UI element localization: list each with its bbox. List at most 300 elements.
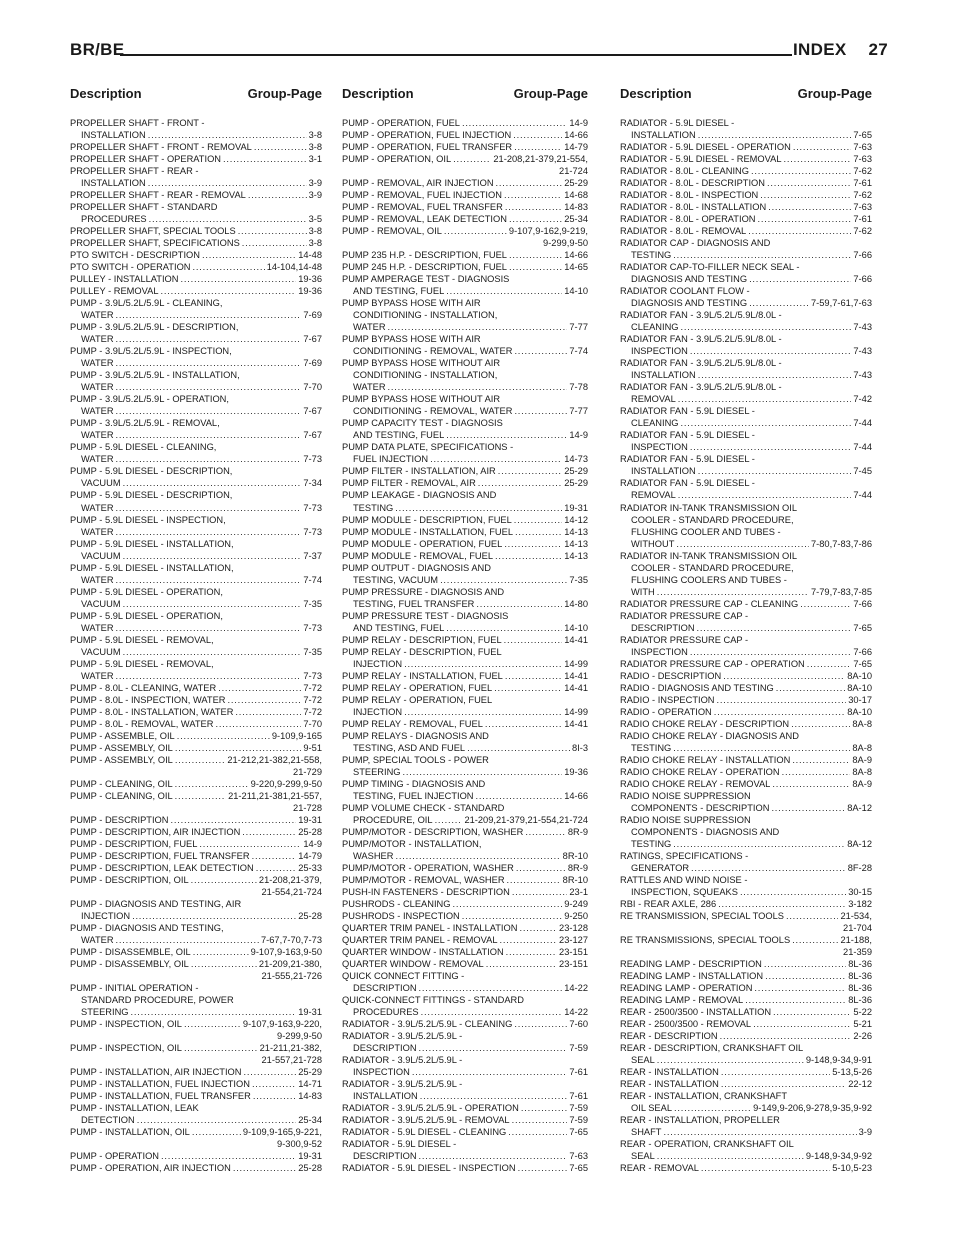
entry-line bbox=[342, 826, 588, 838]
entry-text: FLUSHING COOLERS AND TUBES - bbox=[631, 574, 787, 585]
dot-leader bbox=[518, 1162, 568, 1174]
heading-group-page: Group-Page bbox=[247, 86, 322, 101]
entry-text: INSPECTION bbox=[631, 346, 688, 357]
entry-line bbox=[70, 538, 322, 550]
entry-line bbox=[342, 249, 588, 261]
entry-line bbox=[70, 850, 322, 862]
dot-leader bbox=[772, 778, 850, 790]
entry-text: WATER bbox=[81, 526, 114, 537]
entry-text: PUMP - 8.0L - INSTALLATION, WATER bbox=[70, 706, 234, 717]
entry-text: COOLER - STANDARD PROCEDURE, bbox=[631, 514, 794, 525]
entry-line bbox=[620, 1030, 872, 1042]
entry-text: READING LAMP - DESCRIPTION bbox=[620, 959, 762, 970]
entry-line bbox=[70, 862, 322, 874]
index-entry bbox=[342, 718, 588, 730]
entry-text: DIAGNOSIS AND TESTING bbox=[631, 298, 748, 309]
entry-line bbox=[620, 429, 872, 441]
entry-page-ref: 9-107,9-163,9-220, bbox=[242, 1019, 322, 1030]
entry-line bbox=[620, 1090, 872, 1102]
entry-line bbox=[70, 177, 322, 189]
entry-text: RADIATOR - 8.0L - REMOVAL bbox=[620, 226, 747, 237]
entry-line bbox=[620, 574, 872, 586]
entry-text: PUMP DATA PLATE, SPECIFICATIONS - bbox=[342, 442, 514, 453]
entry-line bbox=[342, 754, 588, 766]
dot-leader bbox=[244, 1066, 297, 1078]
index-entry bbox=[342, 646, 588, 670]
entry-page-ref: 7-59,7-61,7-63 bbox=[811, 298, 872, 309]
index-entry bbox=[70, 946, 322, 958]
dot-leader bbox=[452, 898, 562, 910]
entry-page-ref-continued: 21-555,21-726 bbox=[261, 971, 322, 982]
entry-text: RADIATOR FAN - 5.9L DIESEL - bbox=[620, 478, 755, 489]
entry-text: RADIATOR CAP - DIAGNOSIS AND bbox=[620, 238, 771, 249]
entry-text: SEAL bbox=[631, 1151, 655, 1162]
index-entry bbox=[70, 754, 322, 778]
entry-text: PUMP MODULE - REMOVAL, FUEL bbox=[342, 550, 494, 561]
entry-line bbox=[342, 778, 588, 790]
entry-page-ref-continued: 21-728 bbox=[293, 802, 322, 813]
entry-line bbox=[620, 249, 872, 261]
dot-leader bbox=[657, 586, 809, 598]
dot-leader bbox=[419, 1042, 568, 1054]
entry-text: REAR - DESCRIPTION bbox=[620, 1031, 718, 1042]
dot-leader bbox=[505, 670, 562, 682]
entry-text: PUMP - 5.9L DIESEL - OPERATION, bbox=[70, 586, 223, 597]
entry-page-ref: 8R-10 bbox=[562, 850, 588, 861]
index-entry bbox=[342, 1030, 588, 1054]
dot-leader bbox=[476, 790, 563, 802]
entry-text: PUMP BYPASS HOSE WITH AIR bbox=[342, 298, 481, 309]
index-entry bbox=[620, 453, 872, 477]
entry-text: CLEANING bbox=[631, 322, 679, 333]
dot-leader bbox=[116, 670, 302, 682]
entry-text: DESCRIPTION bbox=[353, 983, 417, 994]
index-entry bbox=[620, 117, 872, 141]
entry-page-ref: 25-33 bbox=[298, 862, 322, 873]
entry-line bbox=[342, 538, 588, 550]
entry-text: PUMP - INSTALLATION, FUEL INJECTION bbox=[70, 1079, 250, 1090]
entry-text: WATER bbox=[81, 406, 114, 417]
entry-line bbox=[620, 153, 872, 165]
entry-text: WATER bbox=[81, 502, 114, 513]
index-entry bbox=[620, 1090, 872, 1114]
entry-line bbox=[620, 670, 872, 682]
entry-line bbox=[342, 381, 588, 393]
entry-line bbox=[70, 910, 322, 922]
entry-text: READING LAMP - INSTALLATION bbox=[620, 971, 764, 982]
entry-line bbox=[342, 874, 588, 886]
entry-text: WATER bbox=[81, 935, 114, 946]
dot-leader bbox=[720, 1030, 852, 1042]
entry-line bbox=[342, 225, 588, 237]
dot-leader bbox=[681, 321, 852, 333]
entry-line bbox=[620, 646, 872, 658]
index-entry bbox=[620, 477, 872, 501]
entry-page-ref: 9-220,9-299,9-50 bbox=[250, 778, 322, 789]
entry-text: WITHOUT bbox=[631, 538, 675, 549]
heading-description: Description bbox=[620, 86, 692, 101]
entry-line bbox=[620, 1078, 872, 1090]
entry-text: WATER bbox=[81, 382, 114, 393]
index-entry bbox=[70, 1126, 322, 1150]
entry-text: FUEL INJECTION bbox=[353, 454, 429, 465]
dot-leader bbox=[514, 405, 567, 417]
index-entry bbox=[342, 273, 588, 297]
dot-leader bbox=[137, 1114, 297, 1126]
entry-text: QUICK CONNECT FITTING - bbox=[342, 971, 465, 982]
entry-line-continued bbox=[620, 922, 872, 934]
index-entry bbox=[620, 285, 872, 309]
entry-text: RADIO CHOKE RELAY - REMOVAL bbox=[620, 778, 771, 789]
index-entry bbox=[342, 201, 588, 213]
entry-page-ref: 14-22 bbox=[564, 983, 588, 994]
entry-line bbox=[342, 910, 588, 922]
entry-page-ref: 14-12 bbox=[564, 514, 588, 525]
entry-text: PUMP - INSTALLATION, AIR INJECTION bbox=[70, 1067, 242, 1078]
entry-line bbox=[342, 1054, 588, 1066]
entry-text: WATER bbox=[81, 430, 114, 441]
entry-line bbox=[342, 514, 588, 526]
entry-line bbox=[620, 405, 872, 417]
index-entry bbox=[342, 922, 588, 934]
entry-text: VACUUM bbox=[81, 646, 121, 657]
index-entry bbox=[620, 682, 872, 694]
entry-line bbox=[620, 766, 872, 778]
index-entry bbox=[70, 838, 322, 850]
entry-line bbox=[342, 886, 588, 898]
entry-line bbox=[70, 574, 322, 586]
entry-page-ref: 14-83 bbox=[298, 1091, 322, 1102]
index-entry bbox=[70, 369, 322, 393]
entry-line bbox=[70, 285, 322, 297]
entry-line bbox=[620, 1066, 872, 1078]
dot-leader bbox=[252, 1078, 296, 1090]
entry-text: RADIATOR FAN - 3.9L/5.2L/5.9L/8.0L - bbox=[620, 358, 782, 369]
entry-page-ref: 7-72 bbox=[303, 682, 322, 693]
dot-leader bbox=[175, 790, 226, 802]
dot-leader bbox=[233, 1162, 296, 1174]
entry-text: PROCEDURES bbox=[81, 214, 147, 225]
entry-page-ref: 21-209,21-379,21-554,21-724 bbox=[464, 814, 588, 825]
entry-page-ref: 3-8 bbox=[308, 238, 322, 249]
entry-page-ref: 14-80 bbox=[564, 598, 588, 609]
entry-line bbox=[70, 1006, 322, 1018]
dot-leader bbox=[193, 946, 249, 958]
entry-line bbox=[342, 622, 588, 634]
index-entry bbox=[70, 706, 322, 718]
dot-leader bbox=[404, 658, 562, 670]
entry-text: READING LAMP - REMOVAL bbox=[620, 995, 744, 1006]
index-entry bbox=[70, 1090, 322, 1102]
entry-line bbox=[342, 345, 588, 357]
entry-text: DETECTION bbox=[81, 1115, 135, 1126]
entry-line bbox=[342, 562, 588, 574]
entry-line bbox=[342, 1042, 588, 1054]
index-entry bbox=[342, 730, 588, 754]
dot-leader bbox=[676, 538, 809, 550]
dot-leader bbox=[681, 417, 852, 429]
index-entry bbox=[70, 874, 322, 898]
entry-page-ref: 22-12 bbox=[848, 1079, 872, 1090]
entry-line bbox=[70, 417, 322, 429]
dot-leader bbox=[238, 225, 307, 237]
entry-text: REMOVAL bbox=[631, 490, 676, 501]
entry-text: PUMP - 8.0L - REMOVAL, WATER bbox=[70, 718, 214, 729]
dot-leader bbox=[404, 706, 562, 718]
entry-page-ref: 7-77 bbox=[569, 406, 588, 417]
dot-leader bbox=[116, 574, 302, 586]
entry-text: RADIATOR FAN - 5.9L DIESEL - bbox=[620, 454, 755, 465]
index-entry bbox=[70, 850, 322, 862]
index-entry bbox=[620, 165, 872, 177]
index-entry bbox=[70, 658, 322, 682]
dot-leader bbox=[749, 297, 809, 309]
dot-leader bbox=[132, 910, 296, 922]
index-entry bbox=[70, 682, 322, 694]
index-entry bbox=[70, 345, 322, 369]
entry-line bbox=[70, 333, 322, 345]
dot-leader bbox=[498, 465, 562, 477]
entry-line bbox=[620, 165, 872, 177]
index-entry bbox=[70, 958, 322, 982]
entry-line bbox=[342, 802, 588, 814]
entry-line bbox=[342, 994, 588, 1006]
dot-leader bbox=[116, 405, 302, 417]
dot-leader bbox=[184, 1042, 258, 1054]
entry-text: PUMP - 5.9L DIESEL - INSTALLATION, bbox=[70, 538, 234, 549]
entry-text: PUMP/MOTOR - DESCRIPTION, WASHER bbox=[342, 826, 524, 837]
entry-line-continued bbox=[342, 237, 588, 249]
entry-text: PUMP MODULE - OPERATION, FUEL bbox=[342, 538, 503, 549]
entry-line bbox=[70, 273, 322, 285]
entry-page-ref: 9-51 bbox=[303, 742, 322, 753]
entry-text: RADIATOR IN-TANK TRANSMISSION OIL bbox=[620, 502, 798, 513]
dot-leader bbox=[504, 538, 562, 550]
entry-text: PUMP - OPERATION, OIL bbox=[342, 154, 452, 165]
dot-leader bbox=[235, 706, 301, 718]
dot-leader bbox=[175, 778, 249, 790]
entry-line bbox=[620, 502, 872, 514]
entry-line bbox=[70, 165, 322, 177]
index-entry bbox=[620, 1078, 872, 1090]
entry-page-ref-continued: 9-299,9-50 bbox=[543, 238, 588, 249]
entry-line bbox=[342, 682, 588, 694]
index-entry bbox=[620, 225, 872, 237]
entry-page-ref: 14-41 bbox=[564, 670, 588, 681]
dot-leader bbox=[444, 225, 507, 237]
dot-leader bbox=[388, 321, 568, 333]
entry-text: DIAGNOSIS AND TESTING bbox=[631, 274, 748, 285]
entry-text: PUMP - 3.9L/5.2L/5.9L - OPERATION, bbox=[70, 394, 229, 405]
entry-text: RBI - REAR AXLE, 286 bbox=[620, 899, 717, 910]
entry-line bbox=[620, 1054, 872, 1066]
entry-page-ref: 7-65 bbox=[569, 1163, 588, 1174]
entry-line bbox=[342, 922, 588, 934]
entry-text: RADIATOR PRESSURE CAP - CLEANING bbox=[620, 598, 799, 609]
index-entry bbox=[620, 730, 872, 754]
entry-text: PUMP - 5.9L DIESEL - DESCRIPTION, bbox=[70, 466, 233, 477]
entry-page-ref: 7-73 bbox=[303, 502, 322, 513]
entry-text: OIL SEAL bbox=[631, 1103, 672, 1114]
entry-page-ref: 7-73 bbox=[303, 670, 322, 681]
entry-page-ref: 7-37 bbox=[303, 550, 322, 561]
entry-text: RADIATOR - 3.9L/5.2L/5.9L - bbox=[342, 1031, 463, 1042]
entry-text: REMOVAL bbox=[631, 394, 676, 405]
entry-text: PUMP RELAY - OPERATION, FUEL bbox=[342, 694, 493, 705]
dot-leader bbox=[462, 910, 562, 922]
dot-leader bbox=[419, 982, 563, 994]
entry-page-ref: 8A-8 bbox=[852, 766, 872, 777]
entry-text: PUMP - DESCRIPTION, AIR INJECTION bbox=[70, 826, 241, 837]
entry-line bbox=[620, 814, 872, 826]
entry-text: INJECTION bbox=[353, 706, 403, 717]
entry-page-ref: 9-148,9-34,9-91 bbox=[805, 1055, 872, 1066]
entry-line bbox=[620, 489, 872, 501]
dot-leader bbox=[496, 177, 563, 189]
dot-leader bbox=[771, 802, 845, 814]
index-entry bbox=[620, 1066, 872, 1078]
entry-line bbox=[342, 670, 588, 682]
entry-line bbox=[342, 706, 588, 718]
entry-line bbox=[620, 790, 872, 802]
entry-line bbox=[342, 441, 588, 453]
index-entry bbox=[342, 538, 588, 550]
entry-text: PUMP - INSTALLATION, FUEL TRANSFER bbox=[70, 1091, 251, 1102]
entry-page-ref: 7-63 bbox=[853, 202, 872, 213]
entry-line bbox=[70, 670, 322, 682]
entry-line bbox=[620, 742, 872, 754]
dot-leader bbox=[116, 526, 302, 538]
entry-text: INSTALLATION bbox=[81, 130, 146, 141]
index-entry bbox=[342, 874, 588, 886]
index-entry bbox=[620, 141, 872, 153]
index-entry bbox=[620, 1018, 872, 1030]
entry-text: DESCRIPTION bbox=[353, 1043, 417, 1054]
entry-line bbox=[620, 850, 872, 862]
index-entry bbox=[342, 550, 588, 562]
entry-line bbox=[70, 357, 322, 369]
entry-text: RADIATOR - 3.9L/5.2L/5.9L - REMOVAL bbox=[342, 1115, 510, 1126]
entry-page-ref: 7-67 bbox=[303, 334, 322, 345]
column-heading-3 bbox=[620, 86, 872, 102]
entry-page-ref: 23-151 bbox=[559, 947, 588, 958]
entry-text: VACUUM bbox=[81, 598, 121, 609]
header-right bbox=[793, 40, 888, 60]
entry-line bbox=[70, 742, 322, 754]
entry-text: PUMP MODULE - INSTALLATION, FUEL bbox=[342, 526, 513, 537]
dot-leader bbox=[754, 982, 846, 994]
entry-text: REAR - INSTALLATION bbox=[620, 1079, 719, 1090]
entry-line bbox=[620, 958, 872, 970]
entry-line bbox=[70, 201, 322, 213]
entry-text: PUMP RELAY - INSTALLATION, FUEL bbox=[342, 670, 503, 681]
entry-line bbox=[70, 141, 322, 153]
entry-text: WATER bbox=[81, 670, 114, 681]
entry-line bbox=[70, 730, 322, 742]
entry-text: PUMP VOLUME CHECK - STANDARD bbox=[342, 802, 505, 813]
index-entry bbox=[620, 754, 872, 766]
entry-page-ref: 14-9 bbox=[303, 838, 322, 849]
entry-line bbox=[342, 141, 588, 153]
entry-line bbox=[620, 345, 872, 357]
entry-text: RADIO CHOKE RELAY - INSTALLATION bbox=[620, 754, 791, 765]
entry-text: INSTALLATION bbox=[631, 466, 696, 477]
entry-line bbox=[620, 910, 872, 922]
dot-leader bbox=[171, 814, 297, 826]
entry-text: PUMP - OPERATION, FUEL TRANSFER bbox=[342, 142, 513, 153]
dot-leader bbox=[149, 213, 307, 225]
entry-text: PROPELLER SHAFT, SPECIFICATIONS bbox=[70, 238, 240, 249]
entry-page-ref: 7-43 bbox=[853, 346, 872, 357]
index-entry bbox=[70, 165, 322, 189]
entry-text: RADIO CHOKE RELAY - OPERATION bbox=[620, 766, 780, 777]
entry-text: RADIO CHOKE RELAY - DESCRIPTION bbox=[620, 718, 790, 729]
entry-text: PUMP - DESCRIPTION, FUEL bbox=[70, 838, 198, 849]
index-entry bbox=[342, 802, 588, 826]
entry-line bbox=[342, 273, 588, 285]
entry-line bbox=[620, 309, 872, 321]
entry-text: READING LAMP - OPERATION bbox=[620, 983, 753, 994]
dot-leader bbox=[202, 249, 296, 261]
entry-line bbox=[70, 1126, 322, 1138]
entry-text: CONDITIONING - INSTALLATION, bbox=[353, 370, 498, 381]
entry-page-ref: 7-44 bbox=[853, 490, 872, 501]
entry-line bbox=[70, 237, 322, 249]
entry-text: WATER bbox=[81, 574, 114, 585]
entry-page-ref: 7-62 bbox=[853, 166, 872, 177]
entry-line bbox=[342, 405, 588, 417]
dot-leader bbox=[512, 1114, 568, 1126]
entry-page-ref: 14-65 bbox=[564, 262, 588, 273]
entry-line bbox=[620, 441, 872, 453]
index-entry bbox=[620, 658, 872, 670]
entry-text: RADIATOR FAN - 3.9L/5.2L/5.9L/8.0L - bbox=[620, 334, 782, 345]
entry-text: RADIATOR - 8.0L - INSPECTION bbox=[620, 190, 759, 201]
entry-line bbox=[70, 706, 322, 718]
entry-text: RADIATOR - 3.9L/5.2L/5.9L - bbox=[342, 1079, 463, 1090]
dot-leader bbox=[508, 1126, 567, 1138]
entry-page-ref: 3-8 bbox=[308, 130, 322, 141]
index-entry bbox=[342, 213, 588, 225]
entry-text: PUMP - DESCRIPTION, OIL bbox=[70, 874, 189, 885]
index-entry bbox=[342, 526, 588, 538]
column-heading-2 bbox=[342, 86, 588, 102]
entry-line bbox=[342, 321, 588, 333]
dot-leader bbox=[753, 1018, 851, 1030]
entry-text: RADIATOR - 3.9L/5.2L/5.9L - bbox=[342, 1055, 463, 1066]
entry-text: RADIATOR - 5.9L DIESEL - bbox=[342, 1139, 457, 1150]
index-entry bbox=[342, 886, 588, 898]
entry-page-ref: 7-43 bbox=[853, 322, 872, 333]
dot-leader bbox=[701, 1162, 830, 1174]
entry-text: RADIO - INSPECTION bbox=[620, 694, 715, 705]
entry-line bbox=[342, 598, 588, 610]
entry-text: RADIATOR - 5.9L DIESEL - bbox=[620, 118, 735, 128]
entry-text: STEERING bbox=[81, 1007, 129, 1018]
dot-leader bbox=[723, 670, 845, 682]
entry-text: DESCRIPTION bbox=[353, 1151, 417, 1162]
index-entry bbox=[342, 1162, 588, 1174]
entry-line bbox=[620, 682, 872, 694]
dot-leader bbox=[657, 1150, 804, 1162]
entry-line bbox=[342, 1150, 588, 1162]
entry-line bbox=[342, 862, 588, 874]
dot-leader bbox=[485, 718, 562, 730]
index-entry bbox=[342, 610, 588, 634]
entry-page-ref: 14-71 bbox=[298, 1079, 322, 1090]
dot-leader bbox=[765, 970, 846, 982]
dot-leader bbox=[513, 129, 562, 141]
